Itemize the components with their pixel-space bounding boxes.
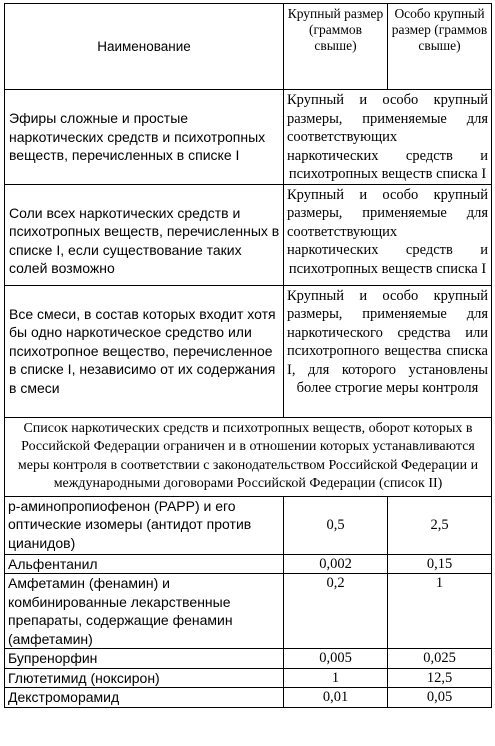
extra-large-size-value: 1 — [388, 574, 492, 649]
group-row — [5, 285, 492, 417]
large-size-value: 0,5 — [284, 496, 388, 554]
header-name: Наименование — [5, 4, 284, 90]
large-size-value: 0,2 — [284, 574, 388, 649]
extra-large-size-value: 12,5 — [388, 668, 492, 688]
group-sizes: Крупный и особо крупный размеры, применяемые для наркотического средства или психотропного вещества списка I, для которого установлены более строгие меры контроля — [284, 285, 492, 417]
substance-name: Декстроморамид — [5, 688, 284, 708]
large-size-value: 0,01 — [284, 688, 388, 708]
table-header-row — [5, 4, 492, 90]
extra-large-size-value: 0,025 — [388, 649, 492, 669]
group-sizes: Крупный и особо крупный размеры, применяемые для соответствующих наркотических средств и психотропных веществ списка I — [284, 184, 492, 285]
substance-name: Амфетамин (фенамин) и комбинированные лекарственные препараты, содержащие фенамин (амфетамин) — [5, 574, 284, 649]
table-row — [5, 574, 492, 649]
group-row — [5, 184, 492, 285]
large-size-value: 0,005 — [284, 649, 388, 669]
narcotics-size-table — [4, 3, 492, 708]
section-title-row — [5, 417, 492, 496]
group-sizes: Крупный и особо крупный размеры, применяемые для соответствующих наркотических средств и психотропных веществ списка I — [284, 90, 492, 185]
substance-name: Бупренорфин — [5, 649, 284, 669]
table-row — [5, 688, 492, 708]
table-row — [5, 649, 492, 669]
section-title: Список наркотических средств и психотропных веществ, оборот которых в Российской Федерации ограничен и в отношении которых устанавливаются меры контроля в соответствии с законодательством Российской Федерации и международными договорами Российской Федерации (список II) — [5, 417, 492, 496]
header-large-size: Крупный размер (граммов свыше) — [284, 4, 388, 90]
substance-name: Глютетимид (ноксирон) — [5, 668, 284, 688]
substance-name: р-аминопропиофенон (PAPP) и его оптические изомеры (антидот против цианидов) — [5, 496, 284, 554]
group-name: Все смеси, в состав которых входит хотя бы одно наркотическое средство или психотропное вещество, перечисленное в списке I, независимо от их содержания в смеси — [5, 285, 284, 417]
substance-name: Альфентанил — [5, 554, 284, 574]
table-row — [5, 668, 492, 688]
extra-large-size-value: 0,05 — [388, 688, 492, 708]
extra-large-size-value: 0,15 — [388, 554, 492, 574]
large-size-value: 1 — [284, 668, 388, 688]
group-name: Соли всех наркотических средств и психотропных веществ, перечисленных в списке I, если существование таких солей возможно — [5, 184, 284, 285]
header-extra-large-size: Особо крупный размер (граммов свыше) — [388, 4, 492, 90]
table-row — [5, 496, 492, 554]
extra-large-size-value: 2,5 — [388, 496, 492, 554]
group-row — [5, 90, 492, 185]
group-name: Эфиры сложные и простые наркотических средств и психотропных веществ, перечисленных в списке I — [5, 90, 284, 185]
table-row — [5, 554, 492, 574]
large-size-value: 0,002 — [284, 554, 388, 574]
document-page — [4, 3, 491, 708]
